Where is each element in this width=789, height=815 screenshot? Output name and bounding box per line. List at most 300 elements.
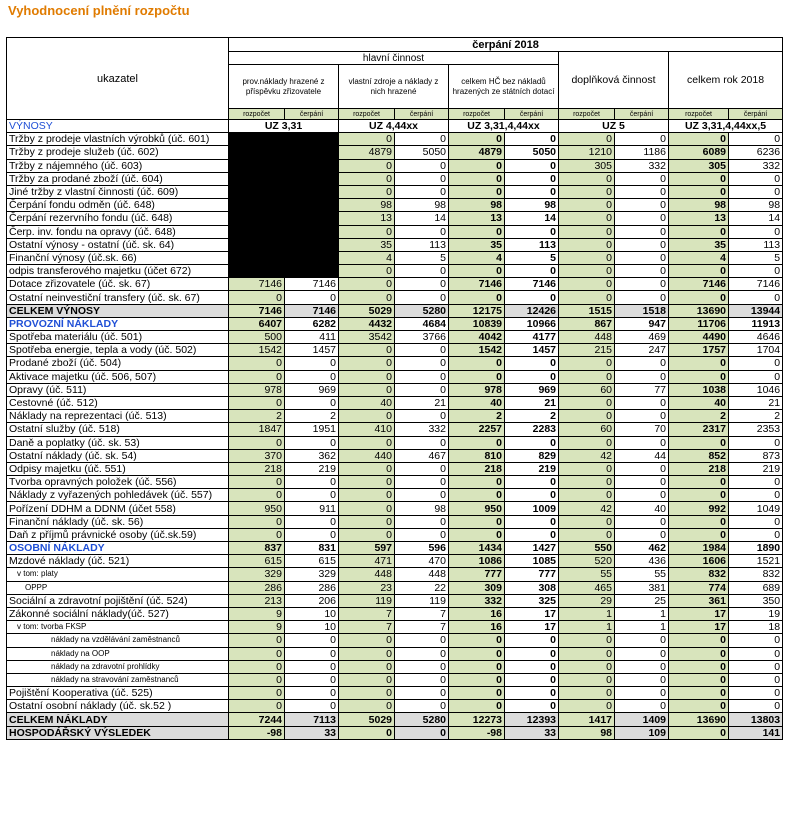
cell-value: 0 [669, 726, 729, 739]
cell-value: 0 [285, 291, 339, 304]
table-row [7, 317, 783, 330]
cell-value: 218 [449, 462, 505, 475]
cell-value: 0 [729, 172, 783, 185]
cell-value: 55 [615, 568, 669, 581]
cell-value: 0 [669, 700, 729, 713]
cell-value: 1515 [559, 304, 615, 317]
cell-value: -98 [449, 726, 505, 739]
cell-value: 0 [229, 660, 285, 673]
cell-value: 0 [615, 528, 669, 541]
cell-value: 0 [229, 528, 285, 541]
row-label: náklady na OOP [7, 647, 229, 660]
row-label: PROVOZNÍ NÁKLADY [7, 317, 229, 330]
cell-value: 350 [729, 594, 783, 607]
cell-value: 436 [615, 555, 669, 568]
cell-value: 0 [395, 515, 449, 528]
cell-value: 0 [395, 172, 449, 185]
row-label: Prodané zboží (úč. 504) [7, 357, 229, 370]
row-label: CELKEM NÁKLADY [7, 713, 229, 726]
cell-value: 0 [395, 726, 449, 739]
cell-value: 462 [615, 542, 669, 555]
cell-value: 0 [505, 265, 559, 278]
cell-value: -98 [229, 726, 285, 739]
cell-value: 4 [669, 251, 729, 264]
header-cerpani: čerpání 2018 [229, 38, 783, 52]
cell-value: 308 [505, 581, 559, 594]
cell-value: 0 [615, 291, 669, 304]
cell-value: 13 [449, 212, 505, 225]
cell-value: 332 [729, 159, 783, 172]
table-row [7, 120, 783, 133]
header-group-1: prov.náklady hrazené z příspěvku zřizovatele [229, 65, 339, 109]
uz-code: UZ 5 [559, 120, 669, 133]
cell-value: 0 [395, 265, 449, 278]
cell-value: 774 [669, 581, 729, 594]
cell-value: 0 [449, 489, 505, 502]
cell-value: 13 [669, 212, 729, 225]
cell-value: 0 [669, 515, 729, 528]
cell-value: 0 [505, 159, 559, 172]
cell-value: 1457 [505, 344, 559, 357]
cell-value: 1 [559, 607, 615, 620]
cell-value: 309 [449, 581, 505, 594]
cell-value: 1847 [229, 423, 285, 436]
cell-value: 0 [395, 159, 449, 172]
cell-value: 0 [615, 647, 669, 660]
cell-value: 4432 [339, 317, 395, 330]
cell-value: 0 [339, 172, 395, 185]
cell-value: 98 [505, 199, 559, 212]
cell-value: 0 [339, 528, 395, 541]
cell-value: 0 [505, 225, 559, 238]
table-row [7, 199, 783, 212]
cell-value: 411 [285, 331, 339, 344]
cell-value: 1009 [505, 502, 559, 515]
cell-value: 7146 [505, 278, 559, 291]
cell-value: 0 [615, 660, 669, 673]
cell-value: 0 [449, 476, 505, 489]
cell-value: 0 [505, 172, 559, 185]
cell-value: 2 [729, 410, 783, 423]
cell-value: 0 [505, 291, 559, 304]
table-row [7, 357, 783, 370]
cell-value: 2 [669, 410, 729, 423]
cell-value: 0 [615, 700, 669, 713]
cell-value: 0 [505, 515, 559, 528]
cell-value: 873 [729, 449, 783, 462]
cell-value: 332 [615, 159, 669, 172]
cell-value: 370 [229, 449, 285, 462]
cell-value: 29 [559, 594, 615, 607]
cell-value: 0 [339, 185, 395, 198]
cell-value: 0 [505, 634, 559, 647]
cell-value: 98 [669, 199, 729, 212]
row-label: Ostatní služby (úč. 518) [7, 423, 229, 436]
table-row [7, 462, 783, 475]
row-label: Spotřeba energie, tepla a vody (úč. 502) [7, 344, 229, 357]
cell-value: 0 [285, 370, 339, 383]
cell-value: 4646 [729, 331, 783, 344]
cell-value: 218 [229, 462, 285, 475]
cell-value: 4879 [449, 146, 505, 159]
cell-value: 0 [339, 726, 395, 739]
cell-value: 0 [449, 528, 505, 541]
cell-value: 0 [559, 489, 615, 502]
cell-value: 448 [559, 331, 615, 344]
cell-value: 0 [229, 673, 285, 686]
cell-value: 60 [559, 383, 615, 396]
table-row [7, 700, 783, 713]
row-label: Pořízení DDHM a DDNM (účet 558) [7, 502, 229, 515]
report-title: Vyhodnocení plnění rozpočtu [8, 3, 190, 18]
row-label: Opravy (úč. 511) [7, 383, 229, 396]
cell-value: 0 [339, 687, 395, 700]
cell-value: 0 [729, 291, 783, 304]
cell-value: 1210 [559, 146, 615, 159]
cell-value: 4 [339, 251, 395, 264]
cell-value: 0 [559, 700, 615, 713]
subheader-rozpocet: rozpočet [449, 109, 505, 120]
cell-value: 98 [449, 199, 505, 212]
table-row [7, 278, 783, 291]
cell-value: 0 [559, 225, 615, 238]
cell-value: 10 [285, 621, 339, 634]
cell-value: 0 [339, 634, 395, 647]
cell-value: 0 [669, 673, 729, 686]
cell-value: 0 [505, 528, 559, 541]
cell-value: 362 [285, 449, 339, 462]
cell-value: 1 [615, 607, 669, 620]
table-row [7, 225, 783, 238]
cell-value: 0 [559, 133, 615, 146]
cell-value: 0 [559, 436, 615, 449]
cell-value: 0 [395, 660, 449, 673]
row-label: CELKEM VÝNOSY [7, 304, 229, 317]
row-label: Čerp. inv. fondu na opravy (úč. 648) [7, 225, 229, 238]
cell-value: 1521 [729, 555, 783, 568]
cell-value: 7146 [729, 278, 783, 291]
subheader-cerpani: čerpání [395, 109, 449, 120]
cell-value: 2 [285, 410, 339, 423]
cell-value: 0 [229, 291, 285, 304]
cell-value: 0 [449, 700, 505, 713]
cell-value: 0 [339, 291, 395, 304]
cell-value: 0 [669, 265, 729, 278]
cell-value: 0 [559, 291, 615, 304]
cell-value: 1457 [285, 344, 339, 357]
cell-value: 1046 [729, 383, 783, 396]
cell-value: 0 [395, 185, 449, 198]
cell-value: 0 [669, 172, 729, 185]
cell-value: 0 [395, 291, 449, 304]
cell-value: 0 [505, 489, 559, 502]
row-label: Aktivace majetku (úč. 506, 507) [7, 370, 229, 383]
cell-value: 0 [559, 462, 615, 475]
cell-value: 0 [395, 489, 449, 502]
table-row [7, 265, 783, 278]
cell-value: 467 [395, 449, 449, 462]
cell-value: 12175 [449, 304, 505, 317]
cell-value: 25 [615, 594, 669, 607]
cell-value: 0 [559, 357, 615, 370]
table-row [7, 436, 783, 449]
cell-value: 21 [505, 396, 559, 409]
cell-value: 0 [449, 660, 505, 673]
cell-value: 0 [615, 199, 669, 212]
cell-value: 219 [285, 462, 339, 475]
cell-value: 0 [449, 185, 505, 198]
cell-value: 0 [505, 700, 559, 713]
cell-value: 215 [559, 344, 615, 357]
cell-value: 10966 [505, 317, 559, 330]
table-row [7, 673, 783, 686]
cell-value: 0 [339, 410, 395, 423]
cell-value: 9 [229, 621, 285, 634]
cell-value: 22 [395, 581, 449, 594]
cell-value: 911 [285, 502, 339, 515]
cell-value: 0 [285, 660, 339, 673]
cell-value: 219 [505, 462, 559, 475]
header-group-3: celkem HČ bez nákladů hrazených ze státních dotací [449, 65, 559, 109]
cell-value: 98 [729, 199, 783, 212]
cell-value: 0 [395, 476, 449, 489]
table-row [7, 291, 783, 304]
table-row [7, 542, 783, 555]
row-label: v tom: tvorba FKSP [7, 621, 229, 634]
cell-value: 0 [615, 251, 669, 264]
cell-value: 837 [229, 542, 285, 555]
cell-value: 2257 [449, 423, 505, 436]
cell-value: 5 [505, 251, 559, 264]
cell-value: 0 [729, 133, 783, 146]
cell-value: 0 [669, 489, 729, 502]
cell-value: 305 [669, 159, 729, 172]
cell-value: 113 [729, 238, 783, 251]
cell-value: 0 [395, 687, 449, 700]
cell-value: 16 [449, 607, 505, 620]
cell-value: 0 [615, 370, 669, 383]
cell-value: 0 [229, 370, 285, 383]
uz-code: UZ 4,44xx [339, 120, 449, 133]
cell-value: 470 [395, 555, 449, 568]
row-label: Tvorba opravných položek (úč. 556) [7, 476, 229, 489]
cell-value: 0 [559, 660, 615, 673]
cell-value: 1542 [229, 344, 285, 357]
cell-value: 2353 [729, 423, 783, 436]
table-row [7, 159, 783, 172]
cell-value: 42 [559, 502, 615, 515]
row-label: Finanční výnosy (úč.sk. 66) [7, 251, 229, 264]
redacted-block [229, 185, 339, 198]
cell-value: 12273 [449, 713, 505, 726]
cell-value: 329 [285, 568, 339, 581]
cell-value: 0 [395, 673, 449, 686]
cell-value: 0 [229, 476, 285, 489]
cell-value: 0 [395, 278, 449, 291]
table-row [7, 185, 783, 198]
cell-value: 55 [559, 568, 615, 581]
cell-value: 0 [395, 133, 449, 146]
cell-value: 0 [285, 528, 339, 541]
cell-value: 11913 [729, 317, 783, 330]
cell-value: 119 [395, 594, 449, 607]
cell-value: 0 [669, 133, 729, 146]
cell-value: 4490 [669, 331, 729, 344]
cell-value: 2283 [505, 423, 559, 436]
cell-value: 40 [669, 396, 729, 409]
cell-value: 0 [339, 673, 395, 686]
cell-value: 5050 [505, 146, 559, 159]
cell-value: 0 [395, 383, 449, 396]
cell-value: 810 [449, 449, 505, 462]
cell-value: 1085 [505, 555, 559, 568]
cell-value: 0 [395, 700, 449, 713]
subheader-rozpocet: rozpočet [559, 109, 615, 120]
cell-value: 0 [505, 687, 559, 700]
cell-value: 0 [339, 502, 395, 515]
cell-value: 119 [339, 594, 395, 607]
cell-value: 1427 [505, 542, 559, 555]
table-row [7, 687, 783, 700]
cell-value: 0 [615, 436, 669, 449]
cell-value: 0 [669, 436, 729, 449]
table-row [7, 581, 783, 594]
cell-value: 969 [285, 383, 339, 396]
cell-value: 98 [395, 502, 449, 515]
row-label: Spotřeba materiálu (úč. 501) [7, 331, 229, 344]
row-label: Daně a poplatky (úč. sk. 53) [7, 436, 229, 449]
table-row [7, 726, 783, 739]
cell-value: 469 [615, 331, 669, 344]
row-label: v tom: platy [7, 568, 229, 581]
cell-value: 550 [559, 542, 615, 555]
cell-value: 0 [615, 278, 669, 291]
cell-value: 7146 [669, 278, 729, 291]
cell-value: 1049 [729, 502, 783, 515]
cell-value: 0 [229, 515, 285, 528]
cell-value: 0 [449, 647, 505, 660]
cell-value: 5280 [395, 713, 449, 726]
table-row [7, 489, 783, 502]
cell-value: 5029 [339, 304, 395, 317]
cell-value: 7113 [285, 713, 339, 726]
cell-value: 0 [285, 673, 339, 686]
cell-value: 0 [669, 185, 729, 198]
header-ukazatel: ukazatel [7, 38, 229, 120]
cell-value: 0 [285, 357, 339, 370]
row-label: odpis transferového majetku (účet 672) [7, 265, 229, 278]
cell-value: 831 [285, 542, 339, 555]
cell-value: 0 [339, 357, 395, 370]
cell-value: 7 [339, 621, 395, 634]
cell-value: 0 [339, 462, 395, 475]
cell-value: 0 [729, 436, 783, 449]
table-body [7, 120, 783, 740]
row-label: Zákonné sociální náklady(úč. 527) [7, 607, 229, 620]
cell-value: 7 [395, 607, 449, 620]
table-row [7, 146, 783, 159]
cell-value: 5029 [339, 713, 395, 726]
redacted-block [229, 159, 339, 172]
cell-value: 3766 [395, 331, 449, 344]
cell-value: 500 [229, 331, 285, 344]
cell-value: 0 [339, 476, 395, 489]
cell-value: 0 [559, 673, 615, 686]
cell-value: 286 [285, 581, 339, 594]
cell-value: 0 [229, 687, 285, 700]
cell-value: 98 [395, 199, 449, 212]
cell-value: 4879 [339, 146, 395, 159]
row-label: HOSPODÁŘSKÝ VÝSLEDEK [7, 726, 229, 739]
cell-value: 0 [669, 687, 729, 700]
cell-value: 0 [449, 370, 505, 383]
cell-value: 0 [669, 647, 729, 660]
table-row [7, 304, 783, 317]
row-label: Jiné tržby z vlastní činnosti (úč. 609) [7, 185, 229, 198]
cell-value: 0 [395, 436, 449, 449]
cell-value: 0 [669, 528, 729, 541]
cell-value: 0 [395, 634, 449, 647]
row-label: VÝNOSY [7, 120, 229, 133]
subheader-cerpani: čerpání [505, 109, 559, 120]
cell-value: 7 [339, 607, 395, 620]
cell-value: 0 [729, 489, 783, 502]
cell-value: 0 [615, 396, 669, 409]
cell-value: 213 [229, 594, 285, 607]
cell-value: 0 [285, 515, 339, 528]
cell-value: 40 [615, 502, 669, 515]
table-row [7, 621, 783, 634]
cell-value: 0 [559, 476, 615, 489]
cell-value: 0 [615, 634, 669, 647]
cell-value: 0 [505, 660, 559, 673]
cell-value: 0 [449, 687, 505, 700]
cell-value: 11706 [669, 317, 729, 330]
cell-value: 0 [449, 133, 505, 146]
cell-value: 0 [559, 647, 615, 660]
cell-value: 1542 [449, 344, 505, 357]
cell-value: 7 [395, 621, 449, 634]
cell-value: 0 [449, 172, 505, 185]
cell-value: 17 [669, 607, 729, 620]
cell-value: 0 [229, 634, 285, 647]
table-row [7, 344, 783, 357]
redacted-block [229, 251, 339, 264]
cell-value: 2 [229, 410, 285, 423]
cell-value: 0 [505, 647, 559, 660]
cell-value: 19 [729, 607, 783, 620]
cell-value: 0 [285, 647, 339, 660]
redacted-block [229, 212, 339, 225]
cell-value: 1186 [615, 146, 669, 159]
cell-value: 832 [729, 568, 783, 581]
cell-value: 0 [505, 673, 559, 686]
cell-value: 0 [615, 476, 669, 489]
cell-value: 0 [559, 278, 615, 291]
cell-value: 0 [449, 515, 505, 528]
row-label: Čerpání rezervního fondu (úč. 648) [7, 212, 229, 225]
row-label: Ostatní osobní náklady (úč. sk.52 ) [7, 700, 229, 713]
cell-value: 1 [559, 621, 615, 634]
cell-value: 218 [669, 462, 729, 475]
cell-value: 0 [505, 185, 559, 198]
cell-value: 0 [395, 344, 449, 357]
cell-value: 0 [339, 383, 395, 396]
row-label: Sociální a zdravotní pojištění (úč. 524) [7, 594, 229, 607]
cell-value: 17 [505, 621, 559, 634]
cell-value: 33 [285, 726, 339, 739]
row-label: Ostatní výnosy - ostatní (úč. sk. 64) [7, 238, 229, 251]
